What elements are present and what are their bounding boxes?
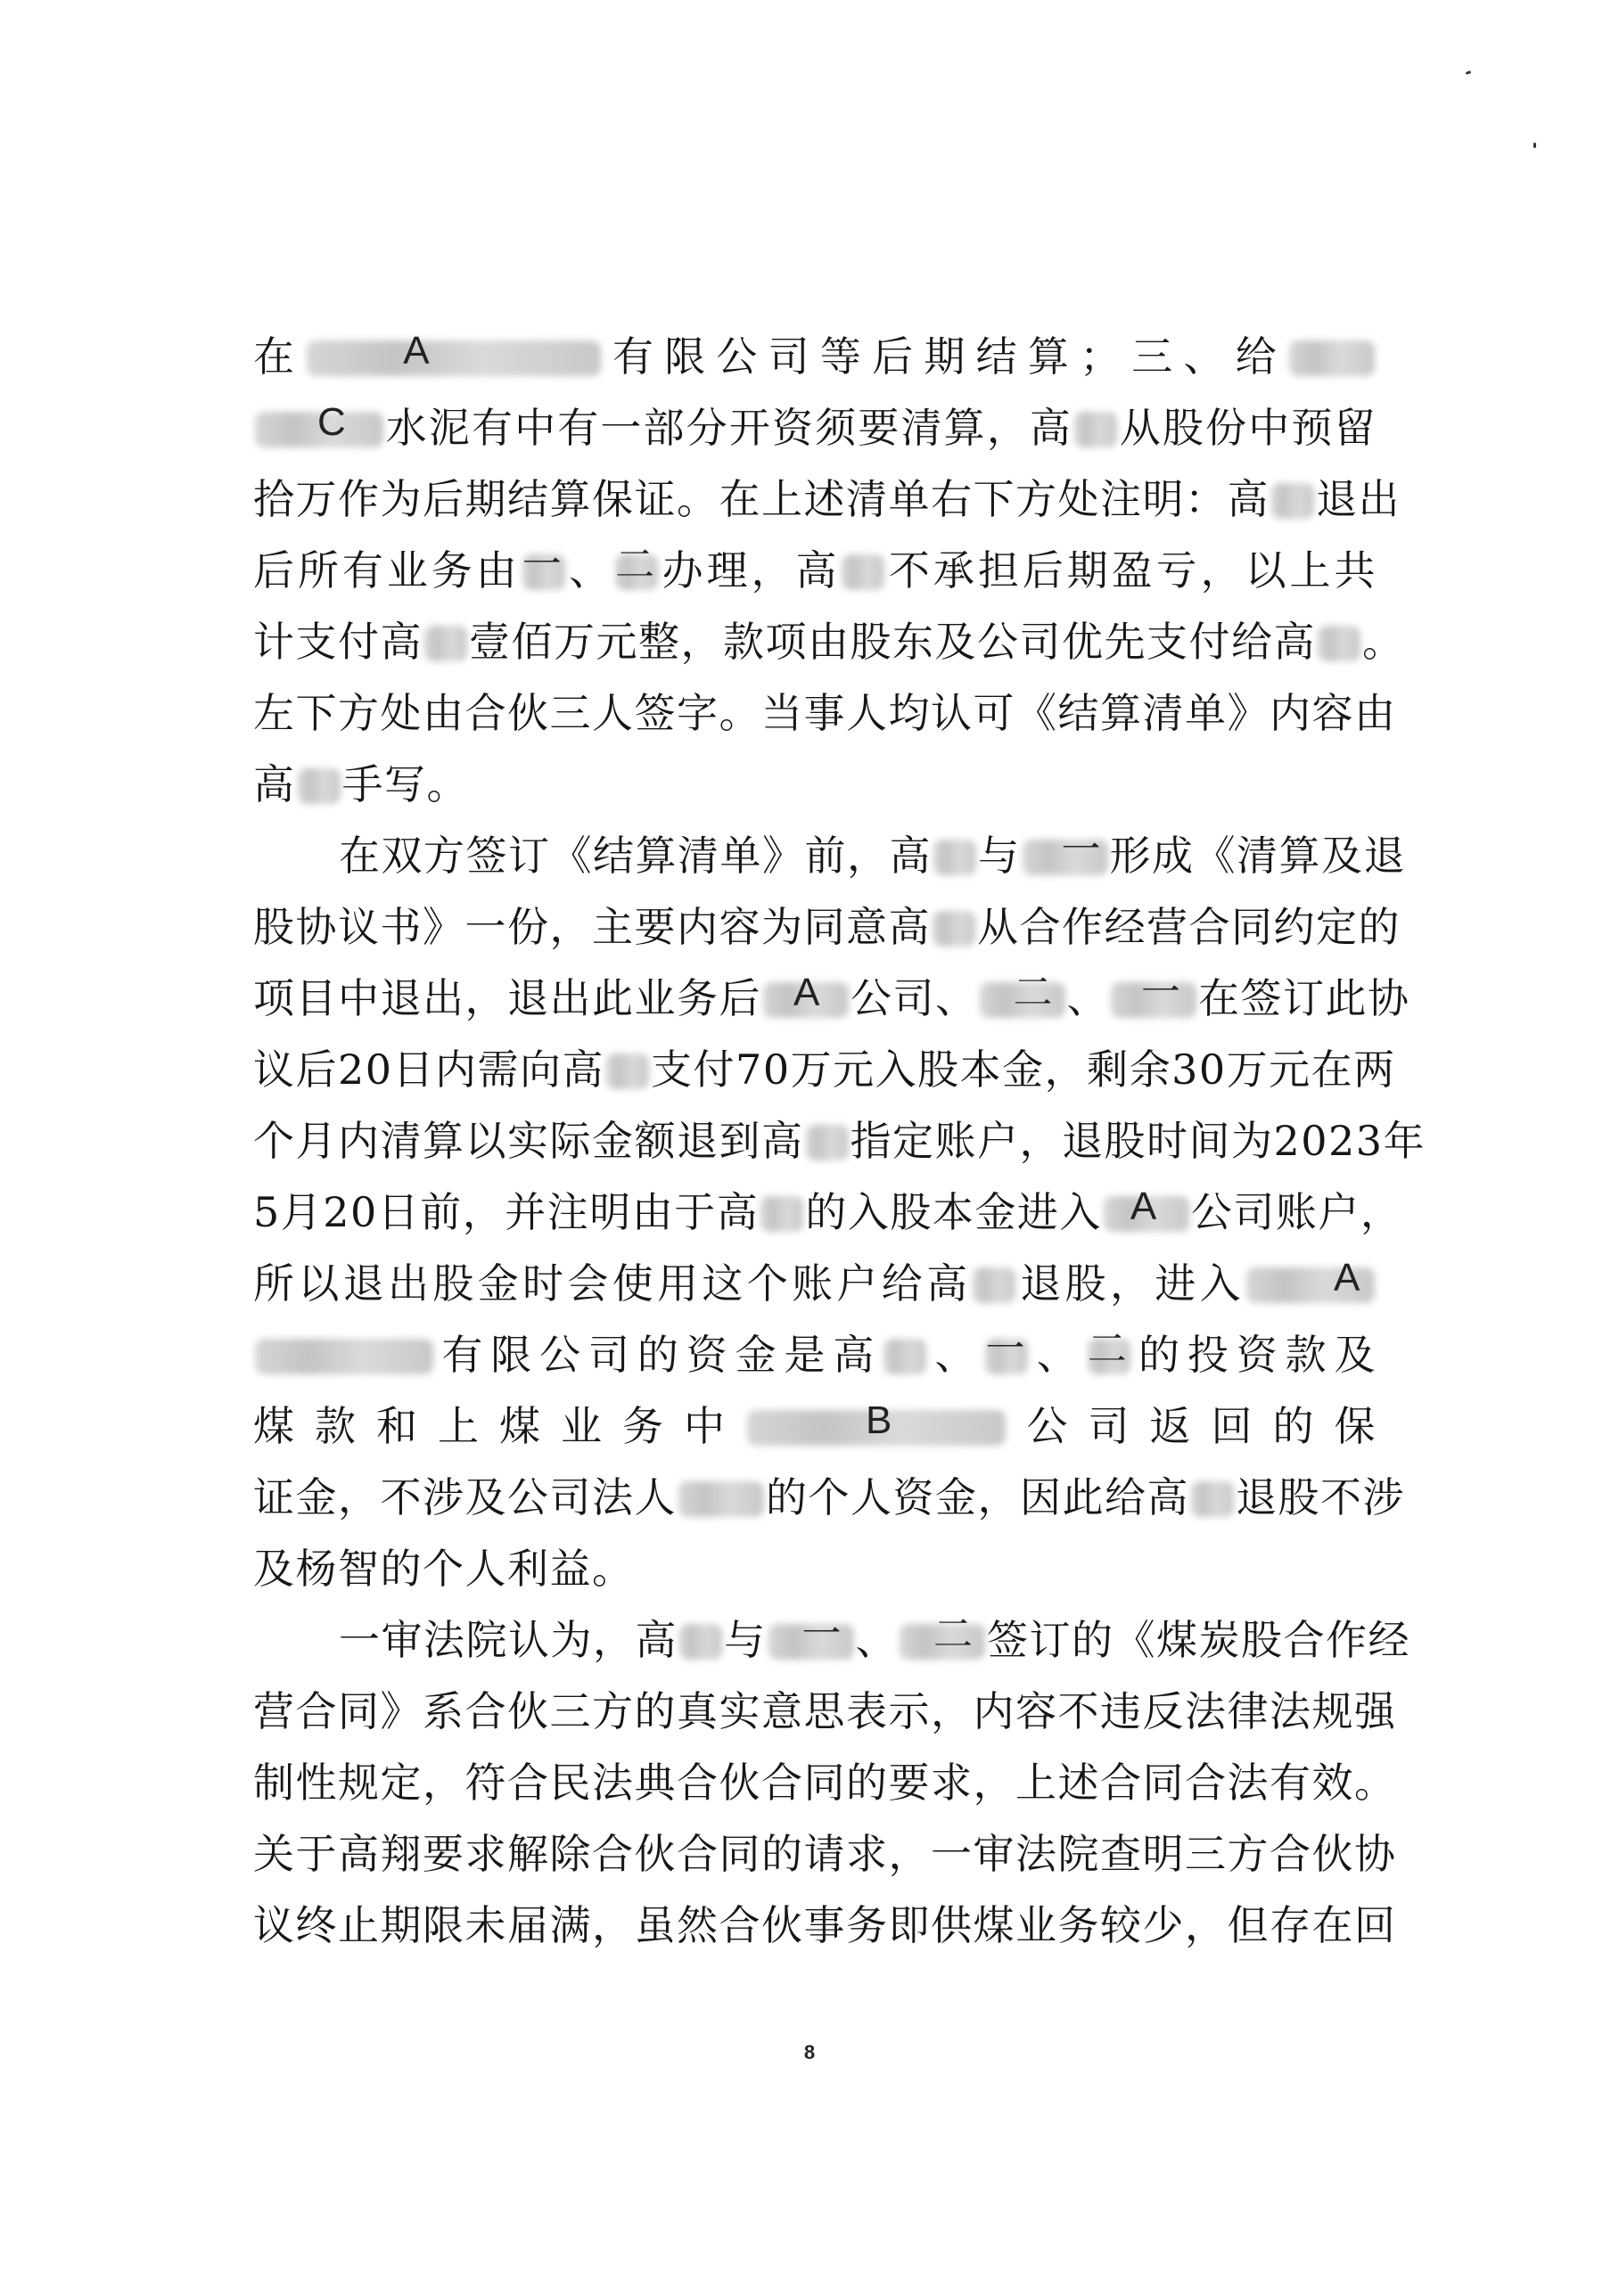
redaction-mark <box>679 1624 722 1660</box>
redaction-token: 二 <box>1087 1327 1129 1371</box>
redaction-token: A <box>793 971 821 1014</box>
text-line: 在双方签订《结算清单》前，高 与 一 形成《清算及退 <box>253 820 1377 891</box>
redaction-mark <box>255 1339 433 1374</box>
text-line: 有限公司的资金是高 、 一 、 二 的投资款及 <box>253 1319 1377 1390</box>
redaction-token: 二 <box>1013 971 1054 1014</box>
paragraph-2 <box>253 820 1426 1604</box>
redaction-mark <box>1318 626 1360 661</box>
text-line: 议后20日内需向高 支付70万元入股本金，剩余30万元在两 <box>253 1046 1396 1094</box>
page-number: 8 <box>803 2041 816 2063</box>
redaction-mark <box>842 554 884 590</box>
text-line: 议终止期限未届满，虽然合伙事务即供煤业务较少，但存在回 <box>253 1901 1397 1949</box>
text-line: 证金，不涉及公司法人 的个人资金，因此给高 退股不涉 <box>253 1473 1405 1521</box>
redaction-mark <box>1289 340 1375 376</box>
text-line: C 水泥有中有一部分开资须要清算，高 从股份中预留 <box>253 392 1377 463</box>
text-line: 及杨智的个人利益。 <box>253 1545 635 1593</box>
text-line: 个月内清算以实际金额退到高 指定账户，退股时间为2023年 <box>253 1117 1426 1165</box>
text-line: 股协议书》一份，主要内容为同意高 从合作经营合同约定的 <box>253 903 1401 951</box>
redaction-token: 一 <box>522 543 563 586</box>
redaction-token: B <box>866 1398 893 1442</box>
redaction-token: C <box>317 400 348 444</box>
scan-speck <box>1466 70 1472 75</box>
text-line: 营合同》系合伙三方的真实意思表示，内容不违反法律法规强 <box>253 1687 1397 1735</box>
text-line: 在 A 有限公司等后期结算；三、给 <box>253 321 1377 392</box>
redaction-mark <box>1074 412 1117 447</box>
redaction-token: 二 <box>933 1612 974 1656</box>
redaction-mark <box>760 1196 803 1232</box>
text-line: 后所有业务由 一 、 二 办理，高 不承担后期盈亏，以上共 <box>253 535 1377 606</box>
text-line: 制性规定，符合民法典合伙合同的要求，上述合同合法有效。 <box>253 1759 1397 1807</box>
redaction-token: 二 <box>615 543 656 586</box>
text-line: 煤款和上煤业务中 B 公司返回的保 <box>253 1390 1377 1462</box>
text-line: 关于高翔要求解除合伙合同的请求，一审法院查明三方合伙协 <box>253 1830 1397 1878</box>
scan-speck <box>1533 143 1536 148</box>
redaction-mark <box>424 626 467 661</box>
redaction-mark <box>1191 1481 1234 1517</box>
redaction-mark <box>606 1054 649 1089</box>
redaction-mark <box>883 1339 926 1374</box>
redaction-mark <box>307 340 601 376</box>
redaction-token: A <box>403 329 431 373</box>
paragraph-1 <box>253 321 1405 820</box>
redaction-mark <box>806 1125 849 1160</box>
redaction-token: A <box>1130 1185 1158 1228</box>
redaction-mark <box>298 768 341 804</box>
text-line: 左下方处由合伙三人签字。当事人均认可《结算清单》内容由 <box>253 689 1397 737</box>
paragraph-3 <box>253 1604 1410 1961</box>
redaction-mark <box>1271 483 1314 519</box>
text-line: 拾万作为后期结算保证。在上述清单右下方处注明：高 退出 <box>253 475 1401 523</box>
redaction-token: 一 <box>1141 971 1182 1014</box>
redaction-token: 一 <box>801 1612 842 1656</box>
redaction-token: 一 <box>985 1327 1026 1371</box>
text-line: 项目中退出，退出此业务后 A 公司、 二 、 一 在签订此协 <box>253 963 1377 1034</box>
text-line: 计支付高 壹佰万元整，款项由股东及公司优先支付给高 。 <box>253 618 1405 666</box>
text-line: 5月20日前，并注明由于高 的入股本金进入 A 公司账户， <box>253 1177 1377 1248</box>
redaction-token: A <box>1334 1256 1361 1300</box>
text-line: 高 手写。 <box>253 760 469 808</box>
document-body <box>253 321 1426 1961</box>
redaction-token: 一 <box>1061 828 1102 872</box>
redaction-mark <box>933 840 976 875</box>
redaction-mark <box>933 911 975 947</box>
redaction-mark <box>678 1481 764 1517</box>
text-line: 一审法院认为，高 与 一 、 二 签订的《煤炭股合作经 <box>253 1604 1377 1676</box>
redaction-mark <box>973 1267 1015 1303</box>
text-line: 所以退出股金时会使用这个账户给高 退股，进入 A <box>253 1248 1377 1319</box>
